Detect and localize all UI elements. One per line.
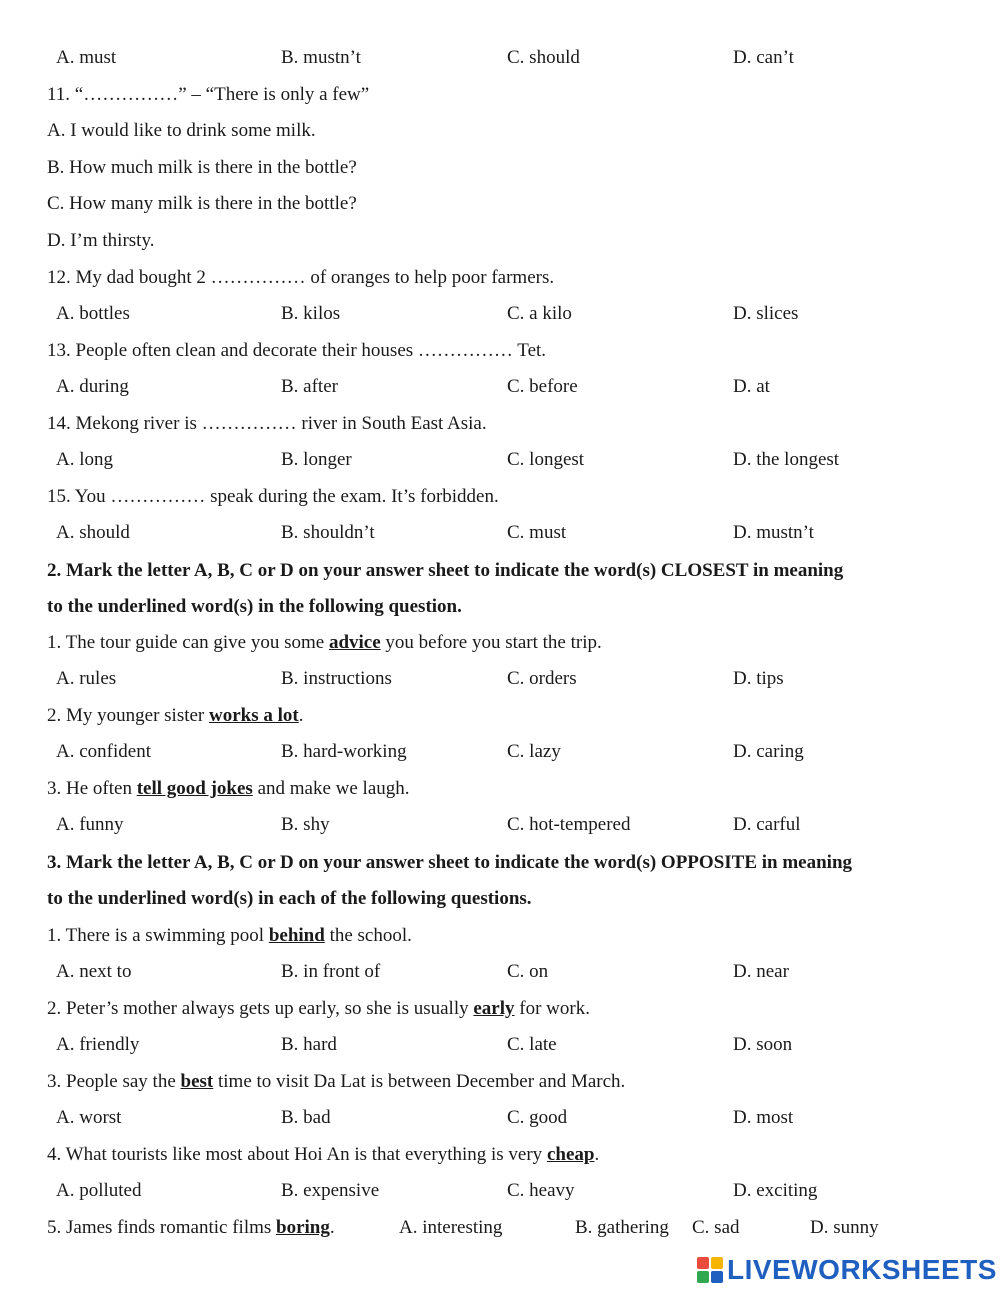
section2-heading-line1: 2. Mark the letter A, B, C or D on your answer sheet to indicate the word(s) CLOSEST in meaning	[47, 560, 844, 581]
stem-text: .	[329, 1217, 335, 1238]
underlined-word: works a lot	[209, 705, 299, 726]
option-c[interactable]: C. should	[507, 47, 580, 68]
q14-stem: 14. Mekong river is …………… river in South East Asia.	[47, 413, 487, 434]
option-a[interactable]: A. worst	[56, 1107, 122, 1128]
underlined-word: advice	[328, 632, 381, 653]
option-c[interactable]: C. before	[507, 376, 578, 397]
option-a[interactable]: A. should	[56, 522, 130, 543]
option-a[interactable]: A. during	[56, 376, 129, 397]
underlined-word: cheap	[546, 1144, 595, 1165]
option-a[interactable]: A. friendly	[56, 1034, 140, 1055]
logo-text: LIVEWORKSHEETS	[727, 1254, 997, 1285]
stem-text: 2. My younger sister	[47, 705, 210, 726]
option-a[interactable]: A. rules	[56, 668, 117, 689]
stem-text: 2. Peter’s mother always gets up early, so she is usually	[47, 998, 474, 1019]
q15-stem: 15. You …………… speak during the exam. It’s forbidden.	[47, 486, 499, 507]
underlined-word: tell good jokes	[136, 778, 253, 799]
underlined-word: early	[473, 998, 515, 1019]
stem-text: .	[298, 705, 304, 726]
option-b[interactable]: B. kilos	[281, 303, 341, 324]
s2-q2-stem	[47, 704, 304, 728]
option-a[interactable]: A. polluted	[56, 1180, 142, 1201]
option-c[interactable]: C. longest	[507, 449, 585, 470]
option-c[interactable]: C. on	[507, 961, 549, 982]
option-b[interactable]: B. shy	[281, 814, 330, 835]
option-a[interactable]: A. long	[56, 449, 113, 470]
stem-text: .	[594, 1144, 600, 1165]
option-c[interactable]: C. late	[507, 1034, 557, 1055]
option-c[interactable]: C. orders	[507, 668, 577, 689]
option-b[interactable]: B. instructions	[281, 668, 392, 689]
stem-text: the school.	[324, 925, 412, 946]
option-d[interactable]: D. the longest	[733, 449, 840, 470]
stem-text: 1. The tour guide can give you some	[47, 632, 329, 653]
stem-text: for work.	[514, 998, 590, 1019]
s2-q3-stem	[47, 777, 410, 801]
option-b[interactable]: B. bad	[281, 1107, 331, 1128]
option-d[interactable]: D. near	[733, 961, 789, 982]
q12-stem: 12. My dad bought 2 …………… of oranges to help poor farmers.	[47, 267, 555, 288]
option-b[interactable]: B. after	[281, 376, 338, 397]
option-c[interactable]: C. good	[507, 1107, 568, 1128]
s3-q5-line	[47, 1216, 947, 1240]
s2-q1-stem	[47, 631, 602, 655]
option-b[interactable]: B. mustn’t	[281, 47, 361, 68]
stem-text: 4. What tourists like most about Hoi An is that everything is very	[47, 1144, 547, 1165]
option-d[interactable]: D. carful	[733, 814, 801, 835]
q11-stem: 11. “……………” – “There is only a few”	[47, 84, 370, 105]
option-d[interactable]: D. soon	[733, 1034, 793, 1055]
option-a[interactable]: A. interesting	[399, 1217, 503, 1238]
option-d[interactable]: D. tips	[733, 668, 784, 689]
option-c[interactable]: C. lazy	[507, 741, 561, 762]
option-b[interactable]: B. gathering	[575, 1217, 669, 1238]
option-b[interactable]: B. in front of	[281, 961, 381, 982]
option-d[interactable]: D. sunny	[810, 1217, 879, 1238]
q11-option-b[interactable]: B. How much milk is there in the bottle?	[47, 157, 357, 178]
option-d[interactable]: D. exciting	[733, 1180, 818, 1201]
stem-text: 5. James finds romantic films	[47, 1217, 277, 1238]
option-c[interactable]: C. sad	[692, 1217, 740, 1238]
underlined-word: boring	[276, 1217, 330, 1238]
stem-text: you before you start the trip.	[380, 632, 602, 653]
option-d[interactable]: D. mustn’t	[733, 522, 814, 543]
section3-heading-line2: to the underlined word(s) in each of the following questions.	[47, 888, 532, 909]
option-c[interactable]: C. must	[507, 522, 567, 543]
option-b[interactable]: B. shouldn’t	[281, 522, 375, 543]
s3-q1-stem	[47, 924, 412, 948]
option-d[interactable]: D. most	[733, 1107, 794, 1128]
option-a[interactable]: A. must	[56, 47, 117, 68]
q11-option-d[interactable]: D. I’m thirsty.	[47, 230, 155, 251]
option-b[interactable]: B. hard-working	[281, 741, 407, 762]
option-c[interactable]: C. a kilo	[507, 303, 572, 324]
q11-option-c[interactable]: C. How many milk is there in the bottle?	[47, 193, 357, 214]
option-a[interactable]: A. funny	[56, 814, 124, 835]
option-d[interactable]: D. caring	[733, 741, 804, 762]
q13-stem: 13. People often clean and decorate their houses …………… Tet.	[47, 340, 547, 361]
option-d[interactable]: D. can’t	[733, 47, 794, 68]
stem-text: and make we laugh.	[252, 778, 410, 799]
option-a[interactable]: A. confident	[56, 741, 151, 762]
s3-q2-stem	[47, 997, 590, 1021]
option-c[interactable]: C. hot-tempered	[507, 814, 631, 835]
section3-heading-line1: 3. Mark the letter A, B, C or D on your answer sheet to indicate the word(s) OPPOSITE in meaning	[47, 852, 853, 873]
option-b[interactable]: B. longer	[281, 449, 352, 470]
underlined-word: behind	[268, 925, 325, 946]
q11-option-a[interactable]: A. I would like to drink some milk.	[47, 120, 316, 141]
s3-q4-stem	[47, 1143, 599, 1167]
option-a[interactable]: A. next to	[56, 961, 132, 982]
stem-text: 3. He often	[47, 778, 137, 799]
option-b[interactable]: B. hard	[281, 1034, 337, 1055]
option-a[interactable]: A. bottles	[56, 303, 130, 324]
option-d[interactable]: D. at	[733, 376, 770, 397]
option-b[interactable]: B. expensive	[281, 1180, 380, 1201]
option-c[interactable]: C. heavy	[507, 1180, 575, 1201]
s3-q3-stem	[47, 1070, 625, 1094]
stem-text: time to visit Da Lat is between December and March.	[213, 1071, 626, 1092]
section2-heading-line2: to the underlined word(s) in the following question.	[47, 596, 462, 617]
option-d[interactable]: D. slices	[733, 303, 799, 324]
liveworksheets-logo[interactable]	[697, 1254, 997, 1286]
stem-text: 1. There is a swimming pool	[47, 925, 269, 946]
logo-blocks-icon	[697, 1257, 723, 1283]
stem-text: 3. People say the	[47, 1071, 181, 1092]
underlined-word: best	[180, 1071, 214, 1092]
